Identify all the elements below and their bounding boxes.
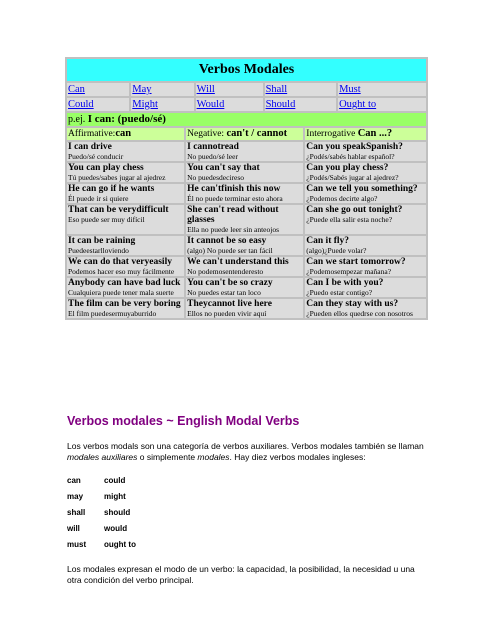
modal-links-row-1 bbox=[67, 83, 426, 96]
link-would[interactable]: Would bbox=[196, 99, 225, 110]
english-example: We can't understand this bbox=[187, 257, 289, 267]
table-cell bbox=[67, 142, 184, 161]
link-must[interactable]: Must bbox=[339, 84, 361, 95]
table-cell bbox=[186, 299, 303, 318]
table-title-row bbox=[67, 59, 426, 81]
spanish-translation: Él no puede terminar esto ahora bbox=[187, 194, 283, 203]
spanish-translation: ¿Pueden ellos quedrse con nosotros bbox=[306, 309, 413, 318]
spanish-translation: No puedesdecireso bbox=[187, 173, 244, 182]
header-row bbox=[67, 128, 426, 140]
modal-verb: will bbox=[67, 523, 80, 533]
english-example: Can we tell you something? bbox=[306, 184, 418, 194]
table-row bbox=[67, 278, 426, 297]
spanish-translation: ¿Podés/sabés hablar español? bbox=[306, 152, 395, 161]
spanish-translation: No puedes estar tan loco bbox=[187, 288, 261, 297]
table-row bbox=[67, 142, 426, 161]
spanish-translation: Puedo/sé conducir bbox=[68, 152, 124, 161]
modal-pair bbox=[67, 520, 136, 536]
modal-verb: ought to bbox=[104, 539, 136, 549]
english-example: We can do that veryeasily bbox=[68, 257, 172, 267]
english-example: Can we start tomorrow? bbox=[306, 257, 406, 267]
example-cell bbox=[67, 113, 426, 126]
affirmative-label: Affirmative: bbox=[68, 129, 116, 139]
intro-italic-term: modales bbox=[197, 452, 230, 462]
example-prefix: p.ej. bbox=[68, 114, 86, 125]
table-cell bbox=[67, 184, 184, 203]
example-text: I can: (puedo/sé) bbox=[87, 113, 166, 125]
spanish-translation: Podemos hacer eso muy fácilmente bbox=[68, 267, 175, 276]
table-row bbox=[67, 184, 426, 203]
table-cell bbox=[67, 278, 184, 297]
spanish-translation: Ellos no pueden vivir aquí bbox=[187, 309, 267, 318]
modal-verbs-table-container bbox=[65, 57, 428, 320]
english-example: I can drive bbox=[68, 142, 112, 152]
spanish-translation: ¿Puede ella salir esta noche? bbox=[306, 215, 393, 224]
interrogative-label: Interrogative bbox=[306, 129, 356, 139]
spanish-translation: Eso puede ser muy difícil bbox=[68, 215, 145, 224]
table-cell bbox=[305, 299, 426, 318]
modal-verb: should bbox=[104, 507, 131, 517]
example-row bbox=[67, 113, 426, 126]
article-heading: Verbos modales ~ English Modal Verbs bbox=[67, 414, 300, 428]
table-cell bbox=[186, 257, 303, 276]
modal-verb: may bbox=[67, 491, 84, 501]
table-cell bbox=[67, 257, 184, 276]
english-example: He can'tfinish this now bbox=[187, 184, 281, 194]
spanish-translation: Tú puedes/sabes jugar al ajedrez bbox=[68, 173, 166, 182]
table-cell bbox=[67, 163, 184, 182]
english-example: You can't be so crazy bbox=[187, 278, 273, 288]
table-cell bbox=[305, 205, 426, 234]
examples-table bbox=[65, 126, 428, 320]
spanish-translation: ¿Podemosempezar mañana? bbox=[306, 267, 392, 276]
header-interrogative bbox=[305, 128, 426, 140]
examples-body bbox=[67, 142, 426, 318]
table-row bbox=[67, 236, 426, 255]
table-row bbox=[67, 299, 426, 318]
intro-text: o simplemente bbox=[137, 452, 198, 462]
table-row bbox=[67, 257, 426, 276]
modal-verbs-table bbox=[65, 57, 428, 128]
intro-italic-term: modales auxiliares bbox=[67, 452, 138, 462]
link-shall[interactable]: Shall bbox=[265, 84, 288, 95]
negative-label: Negative: bbox=[187, 129, 225, 139]
english-example: Can I be with you? bbox=[306, 278, 384, 288]
link-might[interactable]: Might bbox=[132, 99, 158, 110]
english-example: The film can be very boring bbox=[68, 299, 181, 309]
link-ought-to[interactable]: Ought to bbox=[339, 99, 377, 110]
modal-pair bbox=[67, 472, 136, 488]
modal-pair bbox=[67, 504, 136, 520]
modal-verb: can bbox=[67, 475, 81, 485]
english-example: I cannotread bbox=[187, 142, 239, 152]
table-cell bbox=[305, 278, 426, 297]
modal-verb: must bbox=[67, 539, 87, 549]
english-example: Anybody can have bad luck bbox=[68, 278, 181, 288]
table-cell bbox=[186, 184, 303, 203]
spanish-translation: (algo) No puede ser tan fácil bbox=[187, 246, 273, 255]
english-example: Can she go out tonight? bbox=[306, 205, 403, 215]
table-cell bbox=[305, 257, 426, 276]
table-cell bbox=[305, 163, 426, 182]
modal-pair bbox=[67, 536, 136, 552]
english-example: Can you play chess? bbox=[306, 163, 389, 173]
link-will[interactable]: Will bbox=[196, 84, 215, 95]
negative-value: can't / cannot bbox=[226, 128, 288, 139]
table-cell bbox=[305, 236, 426, 255]
modal-pair bbox=[67, 488, 136, 504]
modal-verb: might bbox=[104, 491, 126, 501]
table-cell bbox=[67, 205, 184, 234]
table-row bbox=[67, 205, 426, 234]
table-cell bbox=[186, 205, 303, 234]
spanish-translation: ¿Podemos decirte algo? bbox=[306, 194, 378, 203]
table-cell bbox=[186, 163, 303, 182]
table-cell bbox=[186, 278, 303, 297]
header-negative bbox=[186, 128, 303, 140]
interrogative-value: Can ...? bbox=[357, 128, 393, 139]
english-example: It can be raining bbox=[68, 236, 136, 246]
link-should[interactable]: Should bbox=[265, 99, 296, 110]
spanish-translation: No puedo/sé leer bbox=[187, 152, 238, 161]
spanish-translation: Puedeestarlloviendo bbox=[68, 246, 129, 255]
header-affirmative bbox=[67, 128, 184, 140]
modal-verb: would bbox=[104, 523, 128, 533]
modal-links-row-2 bbox=[67, 98, 426, 111]
english-example: Can you speakSpanish? bbox=[306, 142, 403, 152]
english-example: It cannot be so easy bbox=[187, 236, 267, 246]
english-example: You can play chess bbox=[68, 163, 144, 173]
article-closing: Los modales expresan el modo de un verbo: la capacidad, la posibilidad, la necesidad u una otra condición del verbo principal. bbox=[67, 564, 415, 585]
table-cell bbox=[305, 184, 426, 203]
table-cell bbox=[67, 236, 184, 255]
english-example: Can it fly? bbox=[306, 236, 350, 246]
table-title: Verbos Modales bbox=[67, 59, 426, 81]
spanish-translation: (algo)¿Puede volar? bbox=[306, 246, 367, 255]
english-example: She can't read without glasses bbox=[187, 205, 279, 225]
affirmative-value: can bbox=[115, 128, 132, 139]
english-example: That can be verydifficult bbox=[68, 205, 169, 215]
table-row bbox=[67, 163, 426, 182]
modal-verbs-list bbox=[67, 472, 136, 552]
spanish-translation: Él puede ir si quiere bbox=[68, 194, 129, 203]
article-intro bbox=[67, 441, 429, 463]
spanish-translation: ¿Puedo estar contigo? bbox=[306, 288, 373, 297]
english-example: He can go if he wants bbox=[68, 184, 155, 194]
table-cell bbox=[67, 299, 184, 318]
link-can[interactable]: Can bbox=[68, 84, 85, 95]
spanish-translation: Ella no puede leer sin anteojos bbox=[187, 225, 279, 234]
spanish-translation: No podemosentenderesto bbox=[187, 267, 264, 276]
intro-text: . Hay diez verbos modales ingleses: bbox=[229, 452, 366, 462]
intro-text: Los verbos modals son una categoría de verbos auxiliares. Verbos modales también se llaman bbox=[67, 441, 424, 451]
english-example: Theycannot live here bbox=[187, 299, 272, 309]
table-cell bbox=[186, 142, 303, 161]
spanish-translation: ¿Podés/Sabés jugar al ajedrez? bbox=[306, 173, 399, 182]
english-example: You can't say that bbox=[187, 163, 260, 173]
modal-verb: shall bbox=[67, 507, 86, 517]
spanish-translation: El film puedesermuyaburrido bbox=[68, 309, 157, 318]
english-example: Can they stay with us? bbox=[306, 299, 399, 309]
table-cell bbox=[305, 142, 426, 161]
spanish-translation: Cualquiera puede tener mala suerte bbox=[68, 288, 174, 297]
modal-verb: could bbox=[104, 475, 126, 485]
table-cell bbox=[186, 236, 303, 255]
link-may[interactable]: May bbox=[132, 84, 152, 95]
link-could[interactable]: Could bbox=[68, 99, 94, 110]
